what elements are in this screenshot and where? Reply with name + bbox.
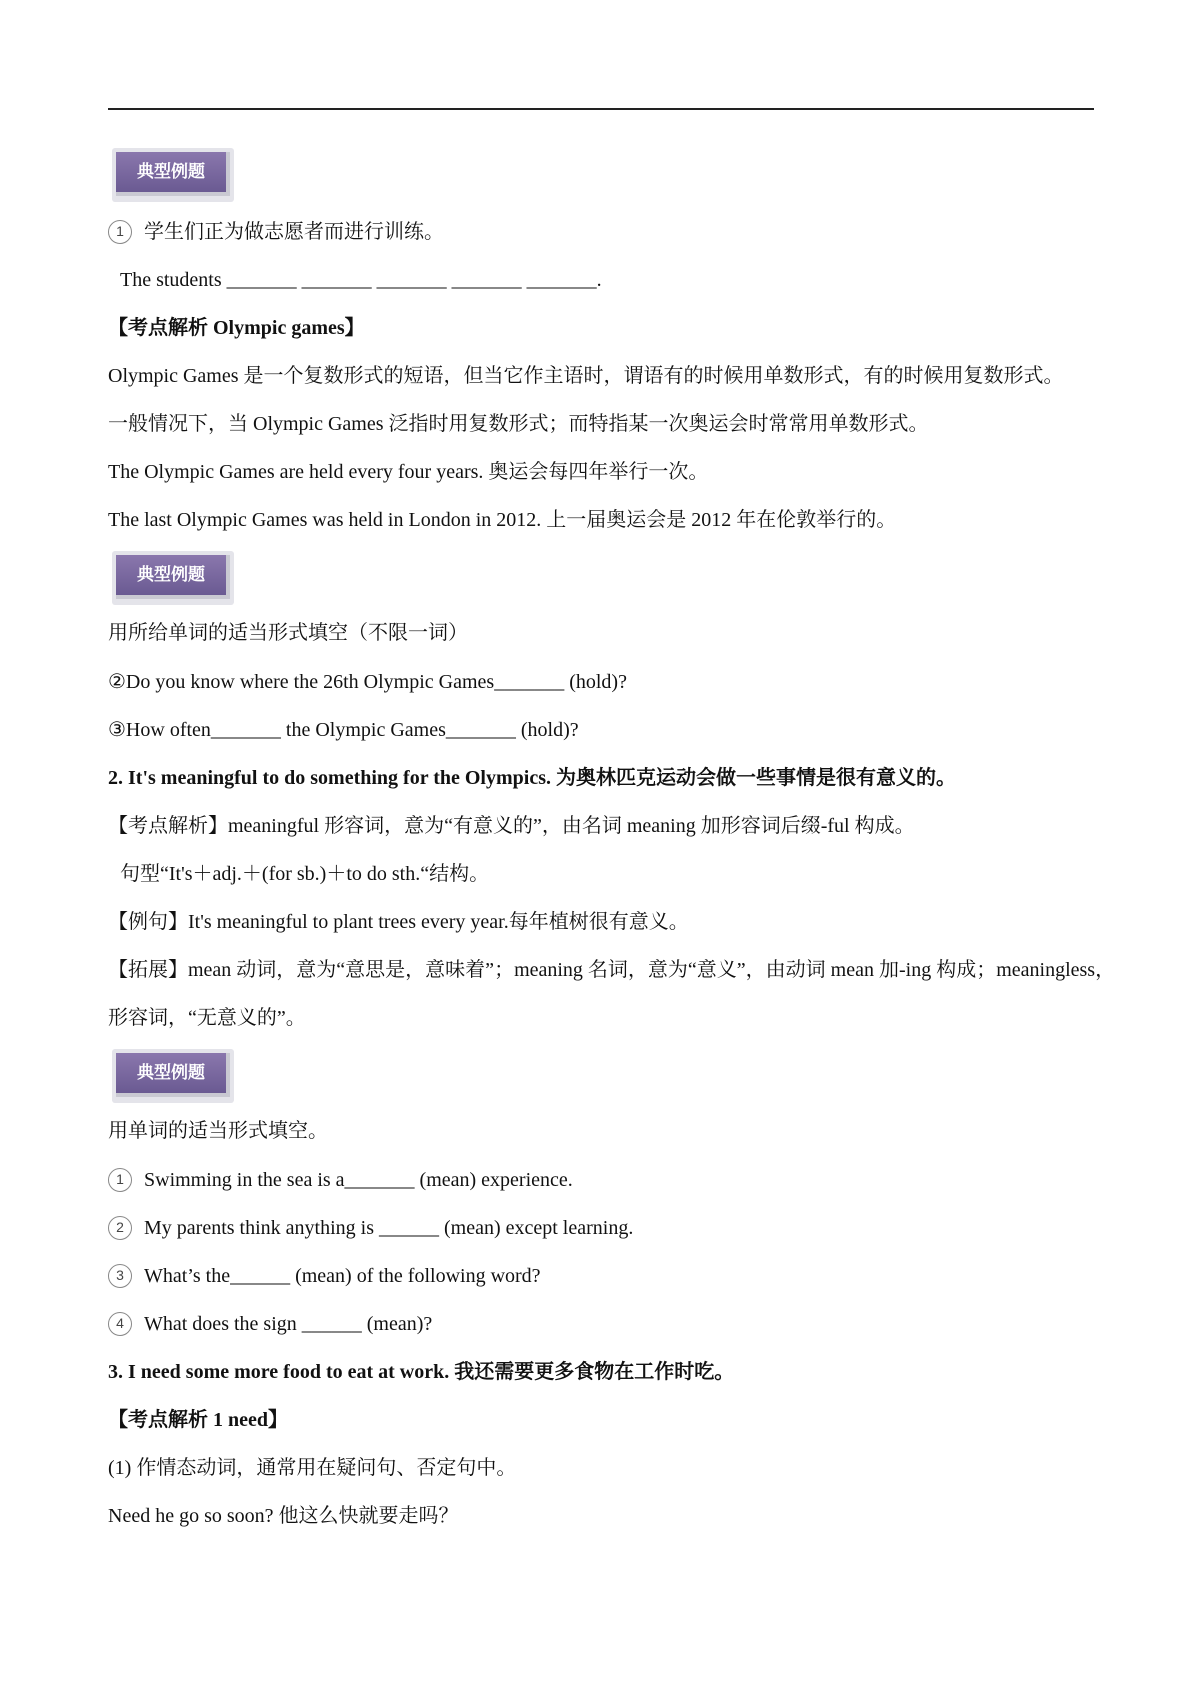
fill-blank-line: The students _______ _______ _______ _______ _______. — [120, 269, 602, 291]
example-sentence: The last Olympic Games was held in London in 2012. 上一届奥运会是 2012 年在伦敦举行的。 — [108, 509, 897, 531]
question-text: Swimming in the sea is a_______ (mean) experience. — [144, 1169, 573, 1191]
paragraph-line: 一般情况下，当 Olympic Games 泛指时用复数形式；而特指某一次奥运会时常常用单数形式。 — [108, 413, 929, 435]
exercise-item-2: ②Do you know where the 26th Olympic Games_______ (hold)? — [108, 671, 627, 693]
question-text: My parents think anything is ______ (mean) except learning. — [144, 1217, 634, 1239]
extension-line: 【拓展】mean 动词，意为“意思是，意味着”；meaning 名词，意为“意义”，由动词 mean 加-ing 构成；meaningless， — [108, 959, 1116, 981]
question-item-3 — [108, 1261, 541, 1291]
paragraph-line: Olympic Games 是一个复数形式的短语，但当它作主语时，谓语有的时候用单数形式，有的时候用复数形式。 — [108, 365, 1064, 387]
example-sentence: The Olympic Games are held every four years. 奥运会每四年举行一次。 — [108, 461, 709, 483]
circled-number: 1 — [108, 220, 132, 244]
example-badge — [112, 551, 234, 605]
pattern-line: 句型“It's＋adj.＋(for sb.)＋to do sth.“结构。 — [120, 863, 490, 885]
question-item-1 — [108, 1165, 573, 1195]
exercise-text: 学生们正为做志愿者而进行训练。 — [144, 221, 444, 243]
analysis-heading-need: 【考点解析 1 need】 — [108, 1409, 288, 1431]
question-item-2 — [108, 1213, 633, 1243]
example-sentence: 【例句】It's meaningful to plant trees every year.每年植树很有意义。 — [108, 911, 689, 933]
example-sentence: Need he go so soon? 他这么快就要走吗？ — [108, 1505, 459, 1527]
extension-line-cont: 形容词，“无意义的”。 — [108, 1007, 306, 1029]
example-badge-label: 典型例题 — [116, 152, 230, 196]
circled-number: 1 — [108, 1168, 132, 1192]
question-item-4 — [108, 1309, 432, 1339]
circled-number: 2 — [108, 1216, 132, 1240]
example-badge-label: 典型例题 — [116, 1053, 230, 1097]
circled-number: 3 — [108, 1264, 132, 1288]
example-badge-label: 典型例题 — [116, 555, 230, 599]
section-heading-need: 3. I need some more food to eat at work. 我还需要更多食物在工作时吃。 — [108, 1361, 735, 1383]
exercise-item-1 — [108, 217, 444, 247]
instruction-line: 用所给单词的适当形式填空（不限一词） — [108, 622, 468, 644]
analysis-line: 【考点解析】meaningful 形容词，意为“有意义的”，由名词 meaning 加形容词后缀-ful 构成。 — [108, 815, 915, 837]
section-heading-olympic: 【考点解析 Olympic games】 — [108, 317, 365, 339]
circled-number: 4 — [108, 1312, 132, 1336]
question-text: What does the sign ______ (mean)? — [144, 1313, 433, 1335]
instruction-line: 用单词的适当形式填空。 — [108, 1120, 328, 1142]
section-heading-meaningful: 2. It's meaningful to do something for the Olympics. 为奥林匹克运动会做一些事情是很有意义的。 — [108, 767, 956, 789]
exercise-item-3: ③How often_______ the Olympic Games_______ (hold)? — [108, 719, 579, 741]
header-rule — [108, 108, 1094, 110]
example-badge — [112, 1049, 234, 1103]
question-text: What’s the______ (mean) of the following word? — [144, 1265, 541, 1287]
analysis-line: (1) 作情态动词，通常用在疑问句、否定句中。 — [108, 1457, 517, 1479]
example-badge — [112, 148, 234, 202]
